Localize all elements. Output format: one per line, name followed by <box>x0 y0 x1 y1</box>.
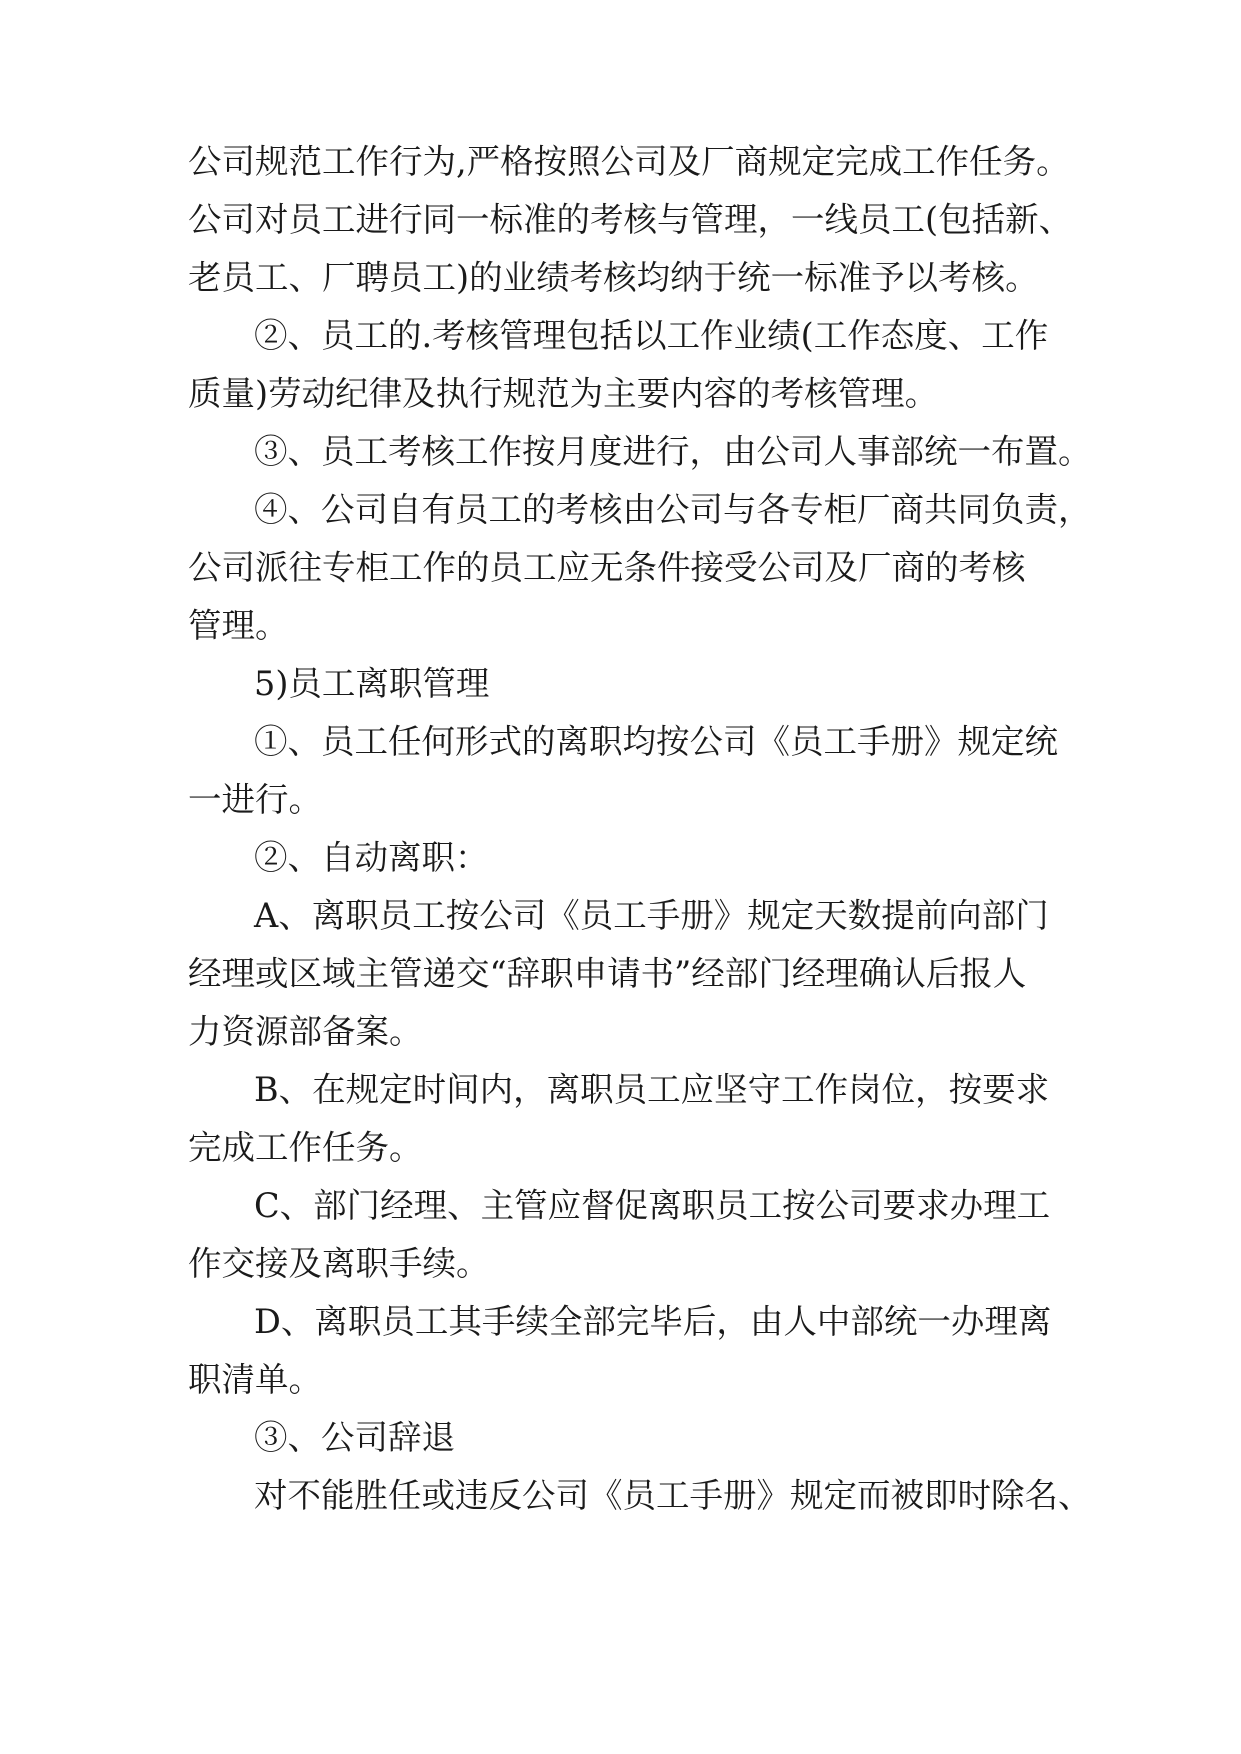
text-line: C、部门经理、主管应督促离职员工按公司要求办理工 <box>254 1186 1051 1225</box>
text-line: 公司对员工进行同一标准的考核与管理，一线员工(包括新、 <box>188 200 1073 239</box>
section-heading: 5)员工离职管理 <box>254 664 490 703</box>
text-line: 一进行。 <box>188 780 322 819</box>
text-line: 对不能胜任或违反公司《员工手册》规定而被即时除名、 <box>254 1476 1092 1515</box>
text-line: 公司派往专柜工作的员工应无条件接受公司及厂商的考核 <box>188 548 1026 587</box>
text-line: 公司规范工作行为,严格按照公司及厂商规定完成工作任务。 <box>188 142 1070 181</box>
text-line: ③、公司辞退 <box>254 1418 455 1457</box>
text-line: 质量)劳动纪律及执行规范为主要内容的考核管理。 <box>188 374 939 413</box>
text-line: ①、员工任何形式的离职均按公司《员工手册》规定统 <box>254 722 1058 761</box>
text-line: 老员工、厂聘员工)的业绩考核均纳于统一标准予以考核。 <box>188 258 1039 297</box>
text-line: ④、公司自有员工的考核由公司与各专柜厂商共同负责， <box>254 490 1092 529</box>
text-line: 职清单。 <box>188 1360 322 1399</box>
text-line: 经理或区域主管递交“辞职申请书”经部门经理确认后报人 <box>188 954 1027 993</box>
text-line: 管理。 <box>188 606 289 645</box>
text-line: ②、员工的.考核管理包括以工作业绩(工作态度、工作 <box>254 316 1049 355</box>
text-line: B、在规定时间内，离职员工应坚守工作岗位，按要求 <box>254 1070 1050 1109</box>
text-line: D、离职员工其手续全部完毕后，由人中部统一办理离 <box>254 1302 1052 1341</box>
text-line: A、离职员工按公司《员工手册》规定天数提前向部门 <box>254 896 1049 935</box>
text-line: ③、员工考核工作按月度进行，由公司人事部统一布置。 <box>254 432 1092 471</box>
text-line: 完成工作任务。 <box>188 1128 423 1167</box>
text-line: 力资源部备案。 <box>188 1012 423 1051</box>
text-line: ②、自动离职： <box>254 838 489 877</box>
text-line: 作交接及离职手续。 <box>188 1244 490 1283</box>
